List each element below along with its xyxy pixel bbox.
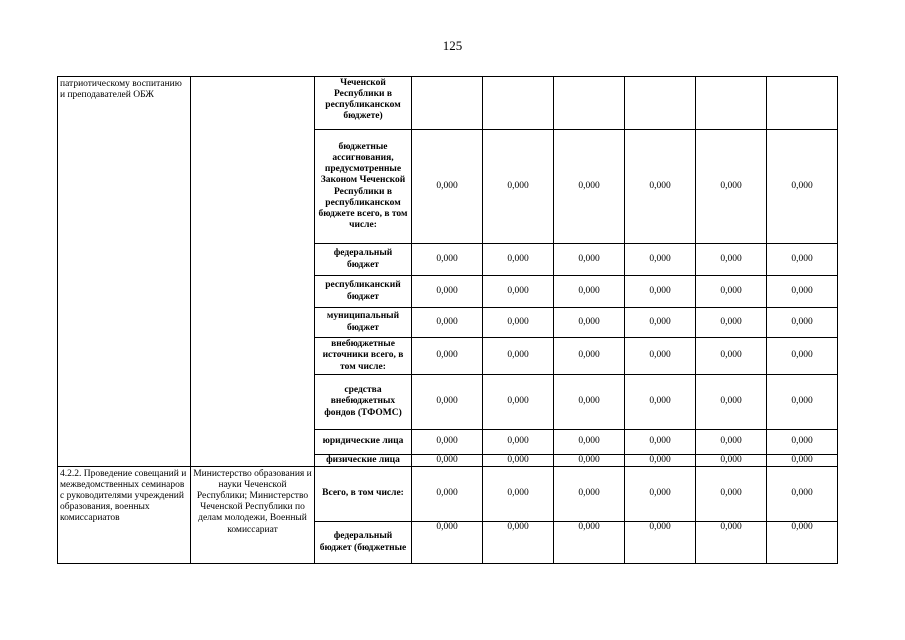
funding-value-cell: 0,000 — [412, 244, 483, 276]
funding-value-cell: 0,000 — [625, 276, 696, 308]
funding-value-cell: 0,000 — [412, 522, 483, 564]
funding-value-cell: 0,000 — [767, 467, 838, 522]
funding-value-cell — [767, 77, 838, 130]
funding-value-cell: 0,000 — [412, 276, 483, 308]
activity-description-4-2-2: 4.2.2. Проведение совещаний и межведомственных семинаров с руководителями учреждений образования, военных комиссариатов — [58, 467, 191, 564]
funding-value-cell: 0,000 — [625, 244, 696, 276]
funding-value-cell — [554, 77, 625, 130]
funding-value-cell — [625, 77, 696, 130]
funding-value-cell: 0,000 — [625, 308, 696, 338]
funding-value-cell: 0,000 — [625, 430, 696, 455]
responsible-executor-4-2-2: Министерство образования и науки Чеченской Республики; Министерство Чеченской Республики по делам молодежи, Военный комиссариат — [191, 467, 315, 564]
funding-source-label: республиканский бюджет — [315, 276, 412, 308]
funding-value-cell: 0,000 — [483, 467, 554, 522]
funding-value-cell: 0,000 — [696, 244, 767, 276]
activity-description-continued: патриотическому воспитанию и преподавателей ОБЖ — [58, 77, 191, 467]
funding-value-cell — [412, 77, 483, 130]
funding-value-cell: 0,000 — [696, 522, 767, 564]
funding-value-cell: 0,000 — [696, 130, 767, 244]
funding-value-cell: 0,000 — [554, 522, 625, 564]
funding-value-cell: 0,000 — [554, 455, 625, 467]
funding-value-cell: 0,000 — [483, 130, 554, 244]
funding-value-cell: 0,000 — [412, 467, 483, 522]
funding-value-cell: 0,000 — [554, 430, 625, 455]
responsible-executor-continued — [191, 77, 315, 467]
funding-value-cell: 0,000 — [767, 276, 838, 308]
funding-value-cell: 0,000 — [767, 522, 838, 564]
funding-source-label: муниципальный бюджет — [315, 308, 412, 338]
funding-value-cell: 0,000 — [483, 244, 554, 276]
funding-source-label: юридические лица — [315, 430, 412, 455]
funding-value-cell: 0,000 — [625, 130, 696, 244]
funding-value-cell: 0,000 — [554, 308, 625, 338]
funding-value-cell: 0,000 — [625, 522, 696, 564]
funding-value-cell: 0,000 — [625, 338, 696, 375]
funding-value-cell: 0,000 — [483, 338, 554, 375]
funding-value-cell: 0,000 — [412, 430, 483, 455]
funding-source-label: средства внебюджетных фондов (ТФОМС) — [315, 375, 412, 430]
funding-value-cell: 0,000 — [696, 338, 767, 375]
funding-value-cell: 0,000 — [767, 375, 838, 430]
budget-table — [57, 76, 838, 564]
funding-value-cell: 0,000 — [767, 244, 838, 276]
page-number: 125 — [442, 38, 463, 53]
funding-value-cell: 0,000 — [625, 375, 696, 430]
funding-value-cell: 0,000 — [554, 244, 625, 276]
funding-value-cell: 0,000 — [554, 467, 625, 522]
funding-value-cell: 0,000 — [554, 130, 625, 244]
funding-value-cell: 0,000 — [554, 338, 625, 375]
funding-value-cell — [483, 77, 554, 130]
funding-value-cell: 0,000 — [625, 455, 696, 467]
funding-value-cell: 0,000 — [412, 130, 483, 244]
funding-value-cell: 0,000 — [483, 455, 554, 467]
funding-value-cell: 0,000 — [625, 467, 696, 522]
funding-source-label: внебюджетные источники всего, в том числе: — [315, 338, 412, 375]
funding-value-cell — [696, 77, 767, 130]
funding-source-label: Всего, в том числе: — [315, 467, 412, 522]
funding-value-cell: 0,000 — [696, 375, 767, 430]
funding-value-cell: 0,000 — [412, 375, 483, 430]
funding-value-cell: 0,000 — [412, 338, 483, 375]
funding-value-cell: 0,000 — [696, 455, 767, 467]
funding-value-cell: 0,000 — [554, 375, 625, 430]
funding-value-cell: 0,000 — [767, 430, 838, 455]
funding-value-cell: 0,000 — [696, 276, 767, 308]
funding-source-label: федеральный бюджет (бюджетные — [315, 522, 412, 564]
funding-value-cell: 0,000 — [554, 276, 625, 308]
funding-value-cell: 0,000 — [412, 308, 483, 338]
funding-source-label: физические лица — [315, 455, 412, 467]
funding-source-label: Чеченской Республики в республиканском бюджете) — [315, 77, 412, 130]
funding-value-cell: 0,000 — [767, 338, 838, 375]
funding-value-cell: 0,000 — [696, 467, 767, 522]
funding-value-cell: 0,000 — [483, 276, 554, 308]
funding-source-label: бюджетные ассигнования, предусмотренные Законом Чеченской Республики в республиканском бюджете всего, в том числе: — [315, 130, 412, 244]
funding-source-label: федеральный бюджет — [315, 244, 412, 276]
funding-value-cell: 0,000 — [767, 130, 838, 244]
funding-value-cell: 0,000 — [412, 455, 483, 467]
funding-value-cell: 0,000 — [696, 430, 767, 455]
funding-value-cell: 0,000 — [696, 308, 767, 338]
funding-value-cell: 0,000 — [483, 430, 554, 455]
funding-value-cell: 0,000 — [767, 308, 838, 338]
funding-value-cell: 0,000 — [483, 308, 554, 338]
funding-value-cell: 0,000 — [483, 522, 554, 564]
funding-value-cell: 0,000 — [767, 455, 838, 467]
funding-value-cell: 0,000 — [483, 375, 554, 430]
